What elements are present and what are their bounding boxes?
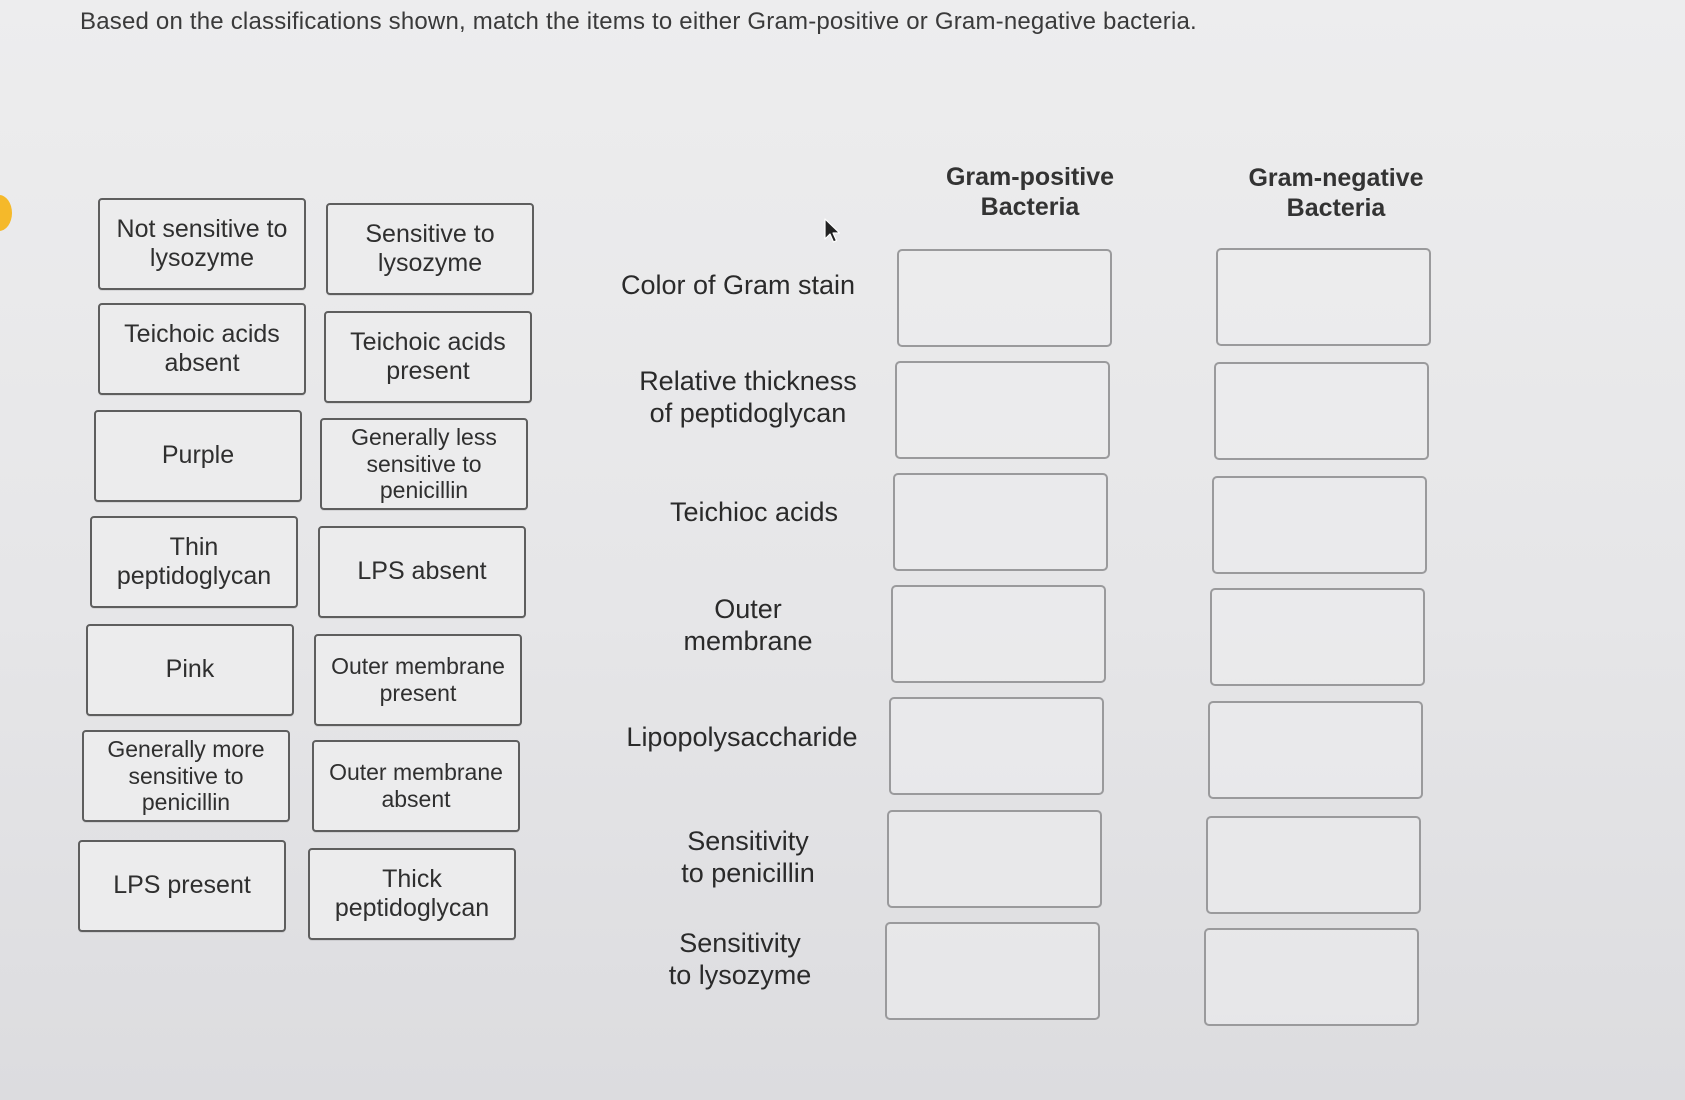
row-label-teichoic-acids: Teichioc acids (669, 497, 839, 527)
tile-lps-present[interactable]: LPS present (78, 840, 286, 932)
tile-teichoic-acids-absent[interactable]: Teichoic acids absent (98, 303, 306, 395)
drop-gram-negative-lipopolysaccharide[interactable] (1208, 701, 1423, 799)
column-header-gram-negative: Gram-negative Bacteria (1248, 164, 1424, 222)
drop-gram-positive-teichoic-acids[interactable] (893, 473, 1108, 571)
column-header-gram-positive: Gram-positive Bacteria (945, 163, 1115, 221)
row-label-lipopolysaccharide: Lipopolysaccharide (626, 722, 858, 752)
tile-purple[interactable]: Purple (94, 410, 302, 502)
tile-thin-peptidoglycan[interactable]: Thin peptidoglycan (90, 516, 298, 608)
tile-lps-absent[interactable]: LPS absent (318, 526, 526, 618)
row-label-sensitivity-to-lysozyme: Sensitivity to lysozyme (668, 928, 812, 990)
drop-gram-negative-teichoic-acids[interactable] (1212, 476, 1427, 574)
drop-gram-positive-color[interactable] (897, 249, 1112, 347)
row-label-relative-thickness-of-peptidoglycan: Relative thickness of peptidoglycan (639, 366, 857, 428)
drop-gram-negative-lysozyme[interactable] (1204, 928, 1419, 1026)
drop-gram-negative-penicillin[interactable] (1206, 816, 1421, 914)
tile-pink[interactable]: Pink (86, 624, 294, 716)
drop-gram-negative-outer-membrane[interactable] (1210, 588, 1425, 686)
tile-sensitive-to-lysozyme[interactable]: Sensitive to lysozyme (326, 203, 534, 295)
drop-gram-positive-lipopolysaccharide[interactable] (889, 697, 1104, 795)
tile-generally-less-sensitive-to-penicillin[interactable]: Generally less sensitive to penicillin (320, 418, 528, 510)
drop-gram-positive-lysozyme[interactable] (885, 922, 1100, 1020)
tile-teichoic-acids-present[interactable]: Teichoic acids present (324, 311, 532, 403)
tile-thick-peptidoglycan[interactable]: Thick peptidoglycan (308, 848, 516, 940)
tile-not-sensitive-to-lysozyme[interactable]: Not sensitive to lysozyme (98, 198, 306, 290)
row-label-outer-membrane: Outer membrane (683, 594, 813, 656)
tile-outer-membrane-present[interactable]: Outer membrane present (314, 634, 522, 726)
tile-generally-more-sensitive-to-penicillin[interactable]: Generally more sensitive to penicillin (82, 730, 290, 822)
drop-gram-positive-thickness[interactable] (895, 361, 1110, 459)
row-label-color-of-gram-stain: Color of Gram stain (620, 270, 856, 300)
drop-gram-negative-thickness[interactable] (1214, 362, 1429, 460)
drop-gram-positive-penicillin[interactable] (887, 810, 1102, 908)
edge-indicator (0, 195, 12, 231)
row-label-sensitivity-to-penicillin: Sensitivity to penicillin (681, 826, 815, 888)
instructions-text: Based on the classifications shown, match the items to either Gram-positive or Gram-negative bacteria. (80, 8, 1197, 35)
mouse-pointer-icon (823, 218, 841, 244)
drop-gram-positive-outer-membrane[interactable] (891, 585, 1106, 683)
drop-gram-negative-color[interactable] (1216, 248, 1431, 346)
tile-outer-membrane-absent[interactable]: Outer membrane absent (312, 740, 520, 832)
